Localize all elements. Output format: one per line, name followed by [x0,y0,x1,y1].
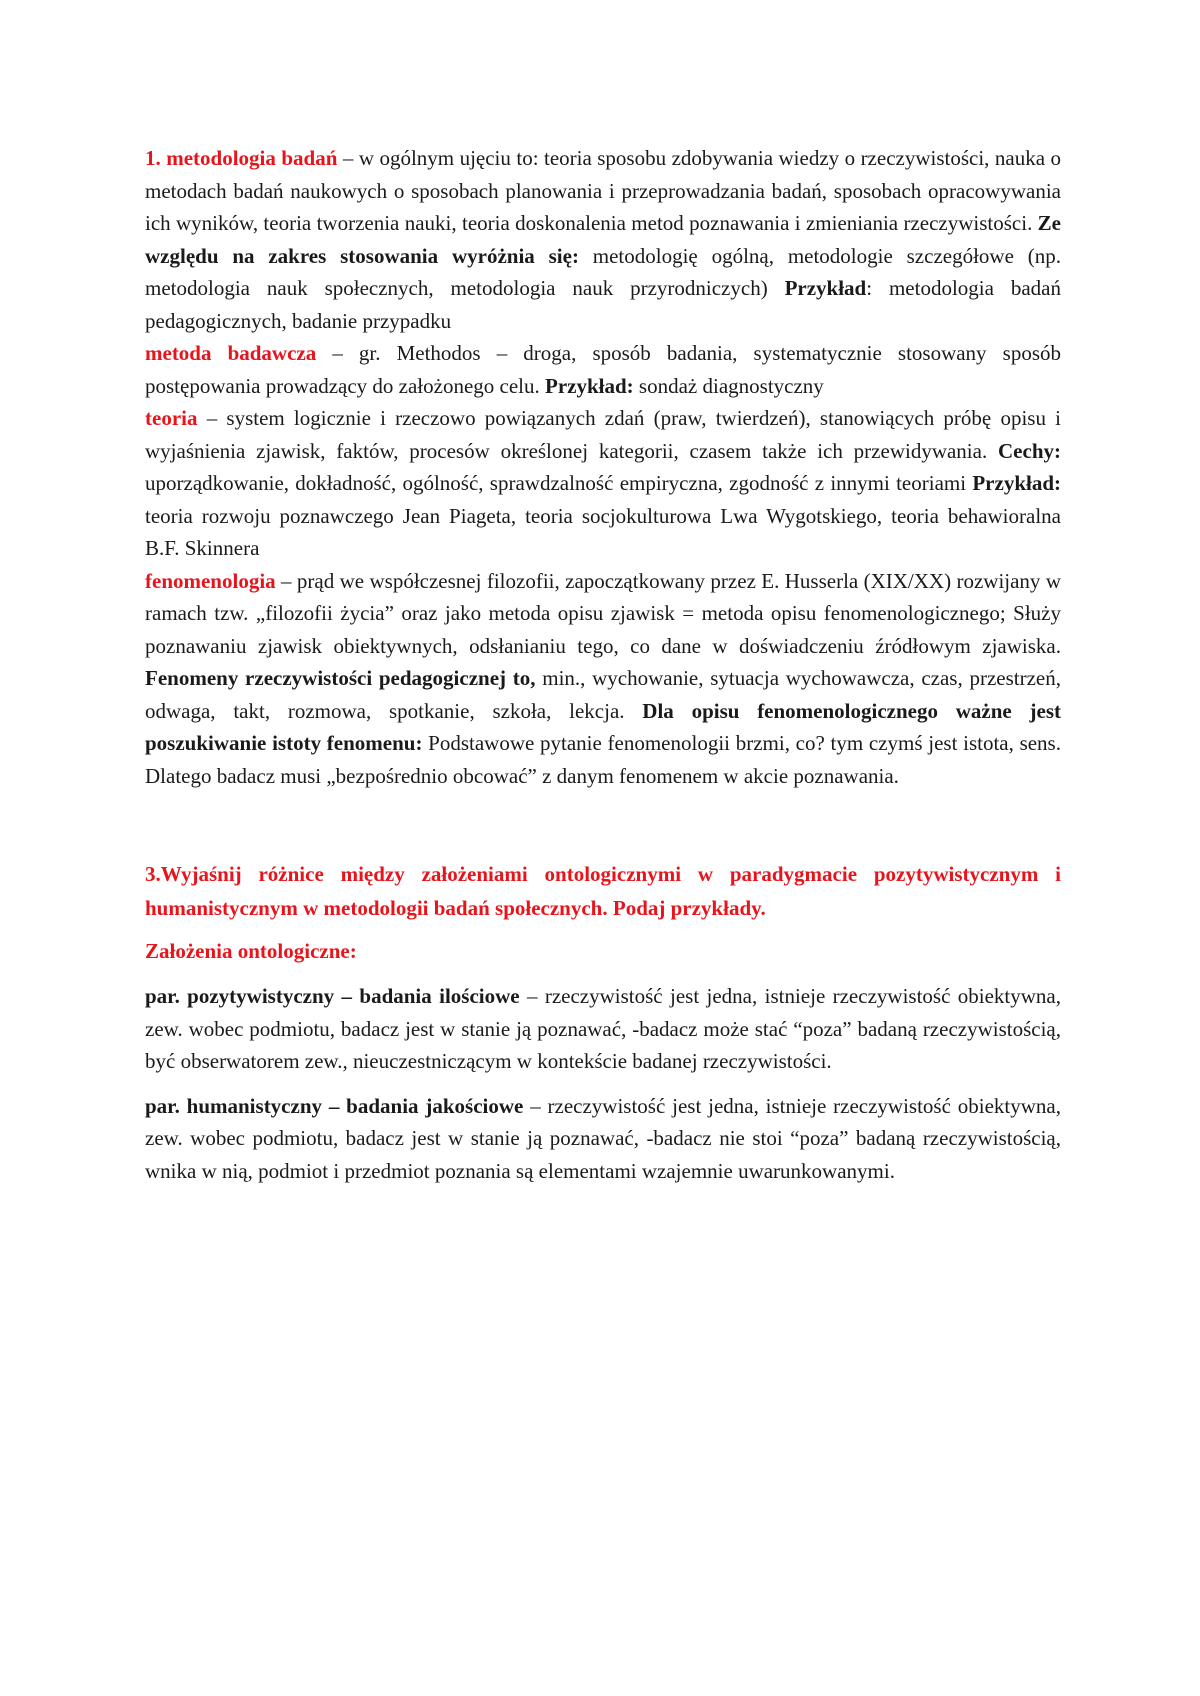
definition-metoda-badawcza [145,337,1061,402]
example-label: Przykład: [545,373,634,398]
definition-text-2: min., wychowanie, sytuacja wychowawcza, czas, przestrzeń, odwaga, takt, rozmowa, spotkanie, szkoła, lekcja. [145,666,1061,723]
bold-phrase-opis: Dla opisu fenomenologicznego ważne jest poszukiwanie istoty fenomenu: [145,698,1061,755]
paragraph-humanistyczny [145,1090,1061,1188]
document-page [145,142,1061,1187]
paradigm-label-humanistyczny: par. humanistyczny – badania jakościowe [145,1093,524,1118]
bold-phrase-fenomeny: Fenomeny rzeczywistości pedagogicznej to, [145,666,536,690]
features-label: Cechy: [998,438,1061,463]
definition-text-3: teoria rozwoju poznawczego Jean Piageta, teoria socjokulturowa Lwa Wygotskiego, teoria behawioralna B.F. Skinnera [145,503,1061,560]
question-heading: 3.Wyjaśnij różnice między założeniami ontologicznymi w paradygmacie pozytywistycznym i humanistycznym w metodologii badań społecznych. Podaj przykłady. [145,862,1061,920]
paradigm-text: – rzeczywistość jest jedna, istnieje rzeczywistość obiektywna, zew. wobec podmiotu, badacz jest w stanie ją poznawać, -badacz nie stoi “poza” badaną rzeczywistością, wnika w nią, podmiot i przedmiot poznania są elementami wzajemnie uwarunkowanymi. [145,1093,1061,1183]
example-label: Przykład [784,276,867,300]
definition-text: – system logicznie i rzeczowo powiązanych zdań (praw, twierdzeń), stanowiących próbę opisu i wyjaśnienia zjawisk, faktów, procesów określonej kategorii, czasem także ich przewidywania. [145,406,1061,463]
definition-text: – prąd we współczesnej filozofii, zapoczątkowany przez E. Husserla (XIX/XX) rozwijany w ramach tzw. „filozofii życia” oraz jako metoda opisu zjawisk = metoda opisu fenomenologicznego; Służy poznawaniu zjawisk obiektywnych, odsłanianiu tego, co dane w doświadczeniu źródłowym zjawiska. [145,568,1061,658]
term-metoda-badawcza: metoda badawcza [145,341,317,365]
paragraph-pozytywistyczny [145,980,1061,1078]
definition-metodologia-badan [145,142,1061,337]
bold-phrase-zakres: Ze względu na zakres stosowania wyróżnia się: [145,211,1061,268]
example-label: Przykład: [972,471,1061,495]
definition-text-2: sondaż diagnostyczny [633,373,824,398]
definition-fenomenologia [145,565,1061,793]
definition-teoria [145,402,1061,565]
definition-text-2: uporządkowanie, dokładność, ogólność, sprawdzalność empiryczna, zgodność z innymi teoriami [145,471,973,495]
term-teoria: teoria [145,406,198,430]
subheading-ontologiczne: Założenia ontologiczne: [145,939,357,963]
section-3-question [145,857,1061,1187]
paradigm-label-pozytywistyczny: par. pozytywistyczny – badania ilościowe [145,984,520,1008]
definition-text-3: Podstawowe pytanie fenomenologii brzmi, co? tym czymś jest istota, sens. Dlatego badacz musi „bezpośrednio obcować” z danym fenomenem w akcie poznawania. [145,731,1061,788]
section-1-definitions [145,142,1061,792]
term-number: 1. [145,146,161,170]
paradigm-text: – rzeczywistość jest jedna, istnieje rzeczywistość obiektywna, zew. wobec podmiotu, badacz jest w stanie ją poznawać, -badacz może stać “poza” badaną rzeczywistością, być obserwatorem zew., nieuczestniczącym w kontekście badanej rzeczywistości. [145,984,1061,1073]
definition-text-3: : metodologia badań pedagogicznych, badanie przypadku [145,276,1061,333]
definition-text-2: metodologię ogólną, metodologie szczegółowe (np. metodologia nauk społecznych, metodologia nauk przyrodniczych) [145,243,1061,300]
definition-text: – w ogólnym ujęciu to: teoria sposobu zdobywania wiedzy o rzeczywistości, nauka o metodach badań naukowych o sposobach planowania i przeprowadzania badań, sposobach opracowywania ich wyników, teoria tworzenia nauki, teoria doskonalenia metod poznawania i zmieniania rzeczywistości. [145,146,1061,235]
term-fenomenologia: fenomenologia [145,568,276,593]
term-metodologia-badan: metodologia badań [166,146,338,170]
definition-text: – gr. Methodos – droga, sposób badania, systematycznie stosowany sposób postępowania prowadzący do założonego celu. [145,341,1061,398]
